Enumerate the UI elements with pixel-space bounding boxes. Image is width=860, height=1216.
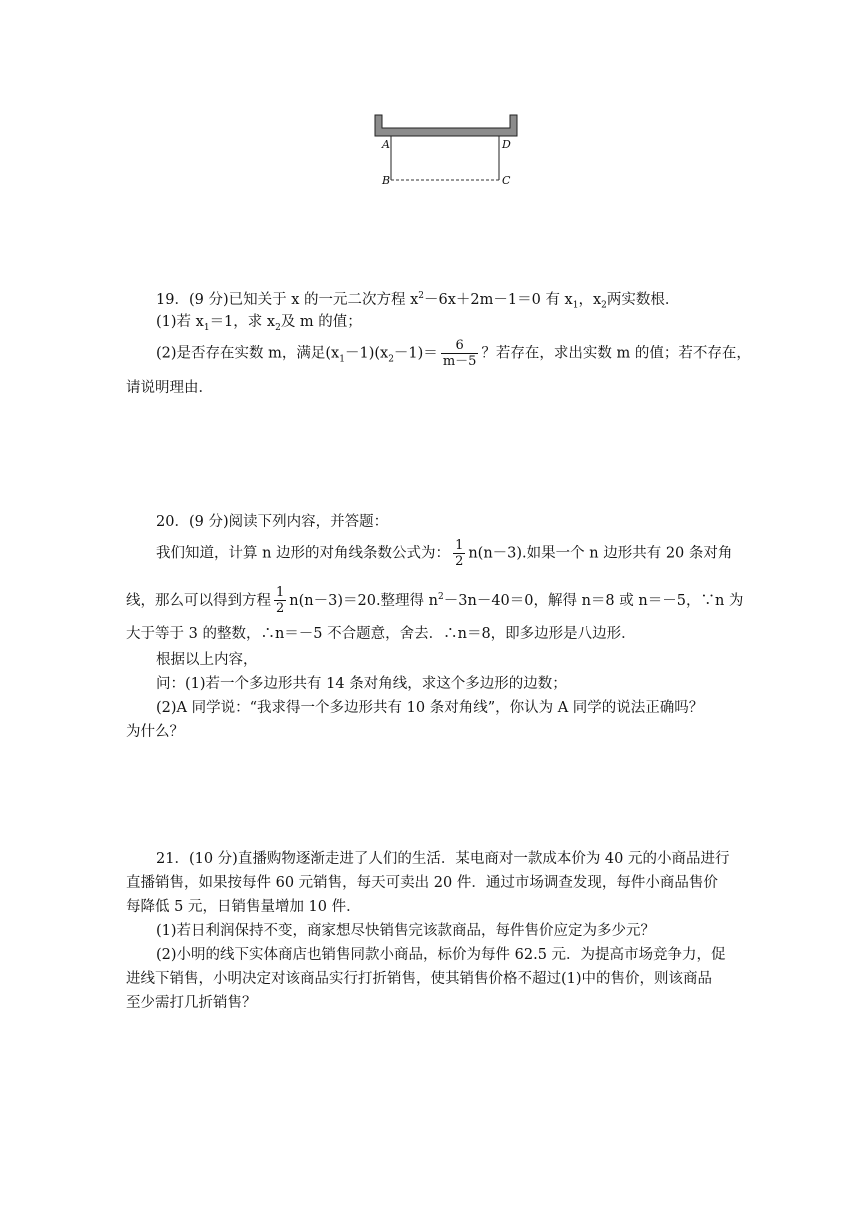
q19-part2: (2)是否存在实数 m，满足$(x_1-1)(x_2-1)=$ $\frac{6}{m-5}$ ？若存在，求出实数 m 的值；若不存在，	[156, 338, 751, 369]
label-c: C	[502, 174, 511, 187]
q20-line5: 问：(1)若一个多边形共有 14 条对角线，求这个多边形的边数；	[156, 676, 567, 692]
q19-header: 19．(9 分)已知关于 x 的一元二次方程 $x^2-6x+2m-1=0$ 有 $x_1$，$x_2$两实数根．	[156, 291, 680, 311]
q21-line6: 进线下销售，小明决定对该商品实行打折销售，使其销售价格不超过(1)中的售价，则该商品	[126, 971, 713, 987]
q20-line6: (2)A 同学说：“我求得一个多边形共有 10 条对角线”，你认为 A 同学的说法正确吗？	[156, 700, 704, 716]
q20-fraction-1: $\frac{1}{2}$	[455, 538, 464, 569]
q20-line2: 线，那么可以得到方程 $\frac{1}{2}$ n(n－3)＝20.整理得 $n^2-3n-40=0$，解得 n＝8 或 n＝－5，∵n 为	[126, 585, 744, 617]
q21-line2: 直播销售，如果按每件 60 元销售，每天可卖出 20 件．通过市场调查发现，每件小商品售价	[126, 875, 718, 891]
q21-line5: (2)小明的线下实体商店也销售同款小商品，标价为每件 62.5 元．为提高市场竞争力，促	[156, 947, 726, 963]
q20-line1: 我们知道，计算 n 边形的对角线条数公式为： $\frac{1}{2}$ n(n－3).如果一个 n 边形共有 20 条对角	[156, 538, 733, 569]
q21-line3: 每降低 5 元，日销售量增加 10 件．	[126, 899, 361, 915]
trough-outline	[375, 115, 517, 136]
trough-diagram	[370, 110, 522, 190]
q21-line7: 至少需打几折销售？	[126, 995, 257, 1011]
q19-part1: (1)若 $x_1=1$，求 $x_2$及 m 的值；	[156, 314, 362, 333]
q20-fraction-2: $\frac{1}{2}$	[276, 585, 285, 617]
q21-line1: 21．(10 分)直播购物逐渐走进了人们的生活．某电商对一款成本价为 40 元的小商品进行	[156, 851, 730, 867]
q20-line7: 为什么？	[126, 724, 184, 740]
label-b: B	[382, 174, 391, 187]
q19-fraction: $\frac{6}{m-5}$	[442, 338, 477, 369]
q20-line4: 根据以上内容，	[156, 652, 258, 668]
label-a: A	[382, 138, 390, 151]
q20-header: 20．(9 分)阅读下列内容，并答题：	[156, 514, 389, 530]
label-d: D	[502, 138, 511, 151]
q20-line3: 大于等于 3 的整数，∴n＝－5 不合题意，舍去．∴n＝8，即多边形是八边形．	[126, 626, 636, 642]
q21-line4: (1)若日利润保持不变，商家想尽快销售完该款商品，每件售价应定为多少元？	[156, 923, 656, 939]
q19-part2-cont: 请说明理由．	[126, 380, 213, 396]
